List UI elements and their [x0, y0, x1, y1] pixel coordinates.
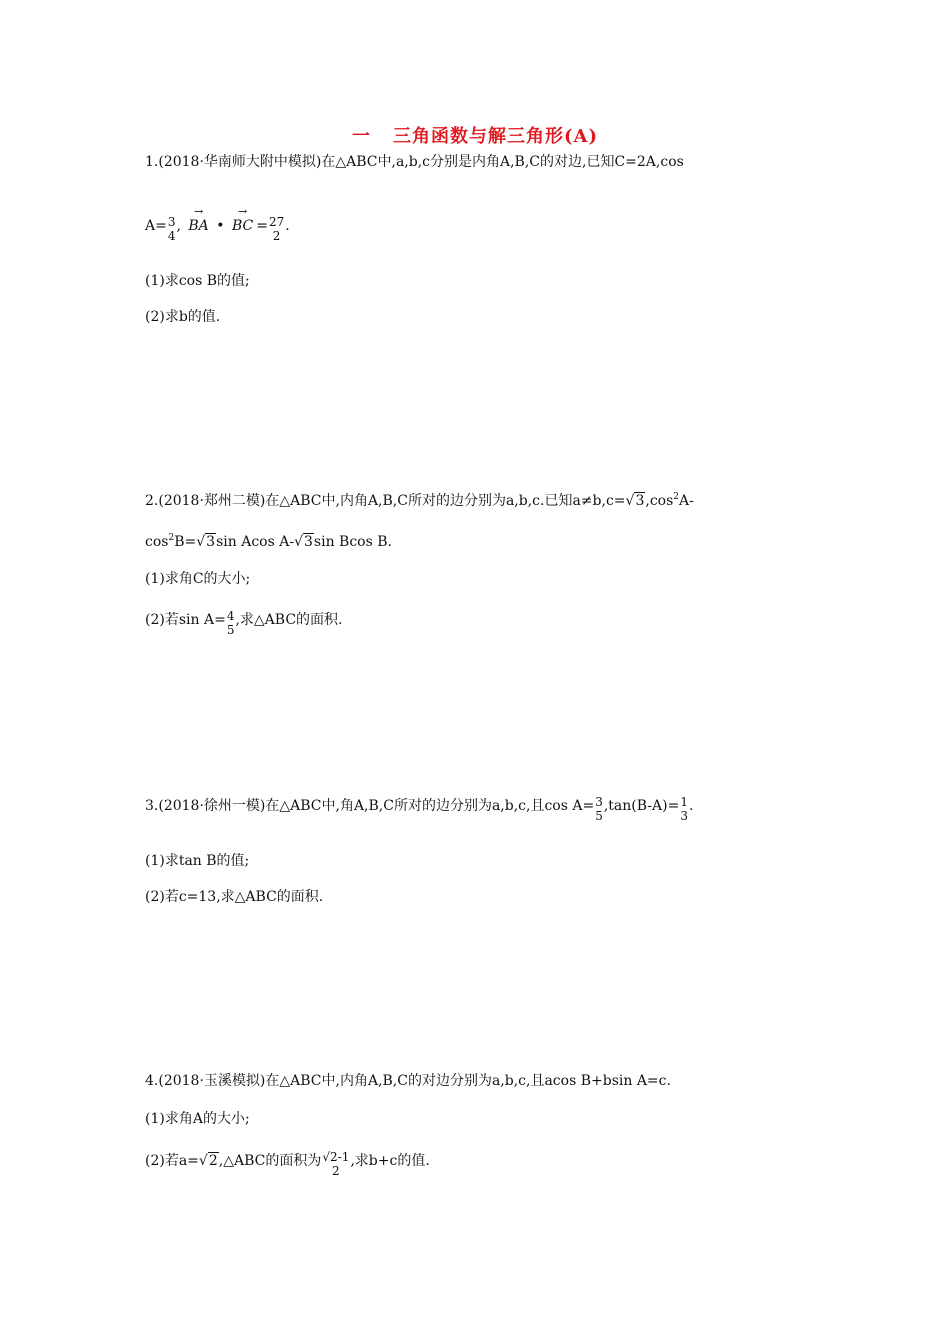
title-text: 三角函数与解三角形(A) — [393, 126, 598, 147]
fraction-denominator: 4 — [167, 229, 176, 243]
text-segment: sin Bcos B. — [313, 534, 392, 550]
fraction-numerator: 27 — [268, 215, 285, 229]
problem-3-question-2: (2)若c=13,求△ABC的面积. — [145, 889, 324, 905]
text-segment: , — [176, 218, 181, 234]
vector-bc — [231, 205, 254, 236]
problem-4-question-2 — [145, 1150, 430, 1178]
vector-label: BC — [231, 218, 254, 234]
fraction — [595, 795, 603, 823]
fraction-numerator: 3 — [167, 215, 176, 229]
fraction-denominator: 3 — [680, 809, 688, 823]
fraction-numerator: 1 — [680, 795, 688, 809]
arrow-icon: → — [193, 205, 204, 218]
page-title — [0, 122, 950, 148]
text-segment: B= — [174, 534, 197, 550]
superscript: 2 — [168, 533, 175, 543]
fraction-numerator: √2-1 — [322, 1150, 350, 1164]
radical-icon: √ — [294, 534, 303, 550]
problem-2-question-2 — [145, 609, 343, 637]
radicand: 2 — [208, 1153, 218, 1169]
text-segment: ,求△ABC的面积. — [235, 612, 343, 628]
text-segment: 3.(2018·徐州一模)在△ABC中,角A,B,C所对的边分别为a,b,c,且cos A= — [145, 798, 595, 814]
problem-2-line-1 — [145, 491, 694, 511]
fraction-denominator: 5 — [595, 809, 603, 823]
text-segment: 2.(2018·郑州二模)在△ABC中,内角A,B,C所对的边分别为a,b,c.已知a≠b,c= — [145, 493, 626, 509]
fraction — [680, 795, 688, 823]
fraction-denominator: 5 — [226, 623, 235, 637]
text-segment: ,求b+c的值. — [350, 1153, 430, 1169]
superscript: 2 — [673, 492, 680, 502]
title-dash: 一 — [352, 126, 371, 147]
text-segment: cos — [145, 534, 169, 550]
problem-3-line-1 — [145, 795, 693, 823]
text-segment: ,cos — [645, 493, 674, 509]
text-segment: A= — [145, 218, 167, 234]
problem-1-question-1: (1)求cos B的值; — [145, 273, 250, 289]
problem-1-question-2: (2)求b的值. — [145, 309, 221, 325]
fraction — [168, 215, 176, 243]
problem-4-question-1: (1)求角A的大小; — [145, 1111, 250, 1127]
fraction-numerator: 4 — [226, 609, 235, 623]
arrow-icon: → — [237, 205, 248, 218]
problem-3-question-1: (1)求tan B的值; — [145, 853, 250, 869]
problem-1-line-2 — [145, 205, 290, 243]
vector-ba — [188, 205, 209, 236]
problem-2-line-2 — [145, 532, 392, 552]
radicand: 3 — [303, 534, 313, 550]
text-segment: (2)若a= — [145, 1153, 199, 1169]
fraction-numerator: 3 — [595, 795, 603, 809]
radical-icon: √ — [198, 1153, 208, 1169]
radical-icon: √ — [625, 493, 635, 509]
problem-1-line-1: 1.(2018·华南师大附中模拟)在△ABC中,a,b,c分别是内角A,B,C的对边,已知C=2A,cos — [145, 154, 684, 170]
text-segment: . — [688, 798, 694, 814]
problem-4-line-1: 4.(2018·玉溪模拟)在△ABC中,内角A,B,C的对边分别为a,b,c,且acos B+bsin A=c. — [145, 1073, 671, 1089]
dot-operator: • — [216, 218, 225, 234]
sqrt — [294, 532, 314, 552]
fraction — [269, 215, 284, 243]
fraction — [227, 609, 235, 637]
text-segment: sin Acos A- — [216, 534, 295, 550]
text-segment: = — [256, 218, 268, 234]
text-segment: ,tan(B-A)= — [603, 798, 680, 814]
vector-label: BA — [188, 218, 209, 234]
sqrt — [199, 1151, 219, 1171]
fraction-denominator: 2 — [272, 229, 281, 243]
fraction-denominator: 2 — [332, 1164, 340, 1178]
text-segment: (2)若sin A= — [145, 612, 226, 628]
problem-2-question-1: (1)求角C的大小; — [145, 571, 251, 587]
sqrt — [196, 532, 216, 552]
text-segment: . — [285, 218, 290, 234]
sqrt — [626, 491, 646, 511]
radicand: 3 — [206, 534, 216, 550]
text-segment: A- — [679, 493, 694, 509]
radicand: 3 — [635, 493, 645, 509]
text-segment: ,△ABC的面积为 — [218, 1153, 322, 1169]
radical-icon: √ — [196, 534, 206, 550]
fraction — [322, 1150, 349, 1178]
